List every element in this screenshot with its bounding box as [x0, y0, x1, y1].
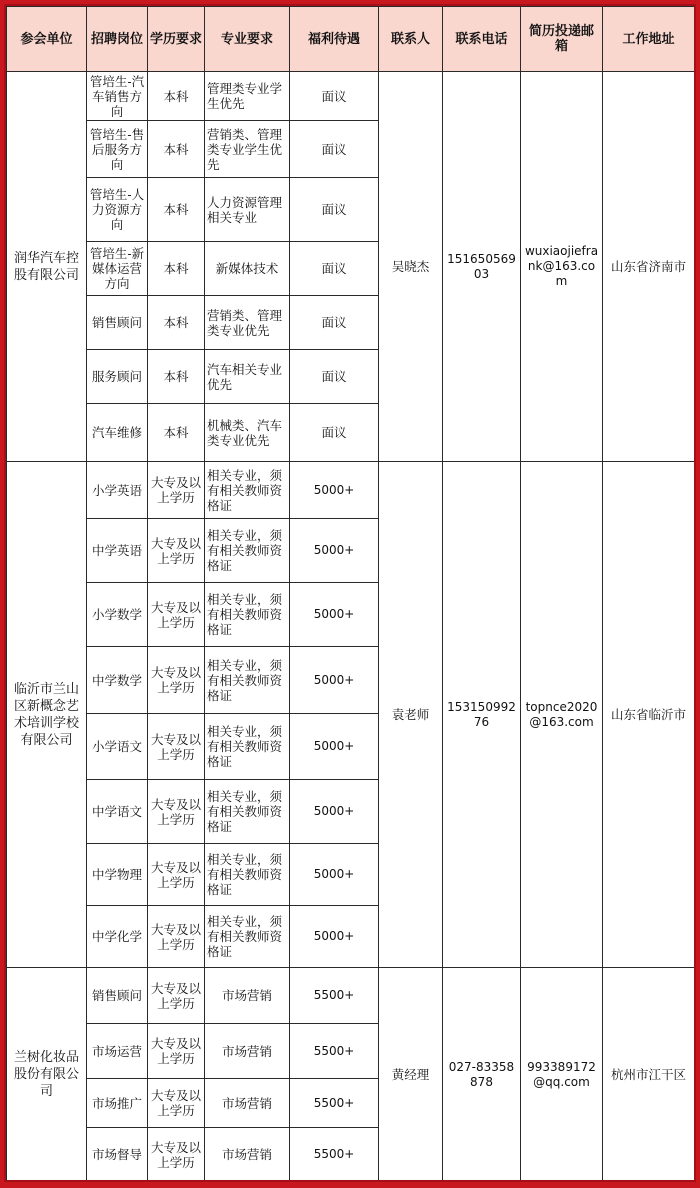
- position-cell: 销售顾问: [87, 968, 148, 1024]
- education-cell: 大专及以上学历: [148, 1024, 205, 1079]
- benefits-cell: 5000+: [290, 906, 379, 968]
- contact-phone: 15315099276: [443, 462, 521, 968]
- benefits-cell: 5000+: [290, 583, 379, 647]
- benefits-cell: 5500+: [290, 1128, 379, 1182]
- major-cell: 新媒体技术: [205, 242, 290, 296]
- major-cell: 相关专业，须有相关教师资格证: [205, 844, 290, 906]
- table-row: [7, 462, 695, 519]
- education-cell: 大专及以上学历: [148, 519, 205, 583]
- header-address: 工作地址: [603, 7, 695, 72]
- table-row: [7, 968, 695, 1024]
- work-address: 山东省济南市: [603, 72, 695, 462]
- contact-name: 袁老师: [379, 462, 443, 968]
- benefits-cell: 5000+: [290, 714, 379, 780]
- education-cell: 大专及以上学历: [148, 780, 205, 844]
- position-cell: 中学数学: [87, 647, 148, 714]
- major-cell: 相关专业，须有相关教师资格证: [205, 519, 290, 583]
- benefits-cell: 面议: [290, 72, 379, 121]
- position-cell: 销售顾问: [87, 296, 148, 350]
- major-cell: 相关专业，须有相关教师资格证: [205, 647, 290, 714]
- major-cell: 相关专业，须有相关教师资格证: [205, 906, 290, 968]
- major-cell: 市场营销: [205, 1128, 290, 1182]
- benefits-cell: 5000+: [290, 844, 379, 906]
- position-cell: 管培生-人力资源方向: [87, 178, 148, 242]
- major-cell: 相关专业，须有相关教师资格证: [205, 714, 290, 780]
- position-cell: 小学数学: [87, 583, 148, 647]
- major-cell: 相关专业，须有相关教师资格证: [205, 780, 290, 844]
- education-cell: 本科: [148, 350, 205, 404]
- benefits-cell: 面议: [290, 121, 379, 178]
- benefits-cell: 5500+: [290, 1024, 379, 1079]
- position-cell: 市场推广: [87, 1079, 148, 1128]
- education-cell: 本科: [148, 296, 205, 350]
- major-cell: 市场营销: [205, 1024, 290, 1079]
- position-cell: 中学化学: [87, 906, 148, 968]
- education-cell: 大专及以上学历: [148, 1128, 205, 1182]
- position-cell: 汽车维修: [87, 404, 148, 462]
- header-company: 参会单位: [7, 7, 87, 72]
- major-cell: 人力资源管理相关专业: [205, 178, 290, 242]
- education-cell: 本科: [148, 178, 205, 242]
- major-cell: 机械类、汽车类专业优先: [205, 404, 290, 462]
- benefits-cell: 面议: [290, 350, 379, 404]
- resume-email: 993389172@qq.com: [521, 968, 603, 1182]
- position-cell: 中学语文: [87, 780, 148, 844]
- position-cell: 中学物理: [87, 844, 148, 906]
- position-cell: 管培生-售后服务方向: [87, 121, 148, 178]
- contact-name: 黄经理: [379, 968, 443, 1182]
- job-fair-table: [6, 6, 695, 1182]
- header-phone: 联系电话: [443, 7, 521, 72]
- position-cell: 小学英语: [87, 462, 148, 519]
- benefits-cell: 5500+: [290, 968, 379, 1024]
- education-cell: 大专及以上学历: [148, 968, 205, 1024]
- benefits-cell: 5500+: [290, 1079, 379, 1128]
- contact-phone: 15165056903: [443, 72, 521, 462]
- education-cell: 本科: [148, 72, 205, 121]
- benefits-cell: 5000+: [290, 462, 379, 519]
- benefits-cell: 面议: [290, 178, 379, 242]
- header-benefits: 福利待遇: [290, 7, 379, 72]
- benefits-cell: 5000+: [290, 519, 379, 583]
- major-cell: 市场营销: [205, 1079, 290, 1128]
- work-address: 山东省临沂市: [603, 462, 695, 968]
- header-position: 招聘岗位: [87, 7, 148, 72]
- header-email: 简历投递邮箱: [521, 7, 603, 72]
- major-cell: 相关专业，须有相关教师资格证: [205, 583, 290, 647]
- position-cell: 管培生-新媒体运营方向: [87, 242, 148, 296]
- education-cell: 大专及以上学历: [148, 906, 205, 968]
- page-frame: [4, 4, 696, 1182]
- company-name: 临沂市兰山区新概念艺术培训学校有限公司: [7, 462, 87, 968]
- table-row: [7, 72, 695, 121]
- major-cell: 汽车相关专业优先: [205, 350, 290, 404]
- education-cell: 大专及以上学历: [148, 1079, 205, 1128]
- benefits-cell: 面议: [290, 296, 379, 350]
- position-cell: 市场运营: [87, 1024, 148, 1079]
- company-name: 润华汽车控股有限公司: [7, 72, 87, 462]
- header-education: 学历要求: [148, 7, 205, 72]
- benefits-cell: 5000+: [290, 647, 379, 714]
- position-cell: 市场督导: [87, 1128, 148, 1182]
- major-cell: 市场营销: [205, 968, 290, 1024]
- header-row: [7, 7, 695, 72]
- education-cell: 大专及以上学历: [148, 583, 205, 647]
- benefits-cell: 面议: [290, 404, 379, 462]
- education-cell: 大专及以上学历: [148, 462, 205, 519]
- contact-name: 吴晓杰: [379, 72, 443, 462]
- header-contact: 联系人: [379, 7, 443, 72]
- company-name: 兰树化妆品股份有限公司: [7, 968, 87, 1182]
- contact-phone: 027-83358878: [443, 968, 521, 1182]
- education-cell: 大专及以上学历: [148, 714, 205, 780]
- education-cell: 本科: [148, 121, 205, 178]
- position-cell: 小学语文: [87, 714, 148, 780]
- work-address: 杭州市江干区: [603, 968, 695, 1182]
- education-cell: 大专及以上学历: [148, 844, 205, 906]
- education-cell: 本科: [148, 404, 205, 462]
- benefits-cell: 面议: [290, 242, 379, 296]
- major-cell: 相关专业，须有相关教师资格证: [205, 462, 290, 519]
- major-cell: 营销类、管理类专业优先: [205, 296, 290, 350]
- benefits-cell: 5000+: [290, 780, 379, 844]
- position-cell: 服务顾问: [87, 350, 148, 404]
- header-major: 专业要求: [205, 7, 290, 72]
- position-cell: 管培生-汽车销售方向: [87, 72, 148, 121]
- position-cell: 中学英语: [87, 519, 148, 583]
- resume-email: topnce2020@163.com: [521, 462, 603, 968]
- education-cell: 大专及以上学历: [148, 647, 205, 714]
- major-cell: 营销类、管理类专业学生优先: [205, 121, 290, 178]
- education-cell: 本科: [148, 242, 205, 296]
- resume-email: wuxiaojiefrank@163.com: [521, 72, 603, 462]
- major-cell: 管理类专业学生优先: [205, 72, 290, 121]
